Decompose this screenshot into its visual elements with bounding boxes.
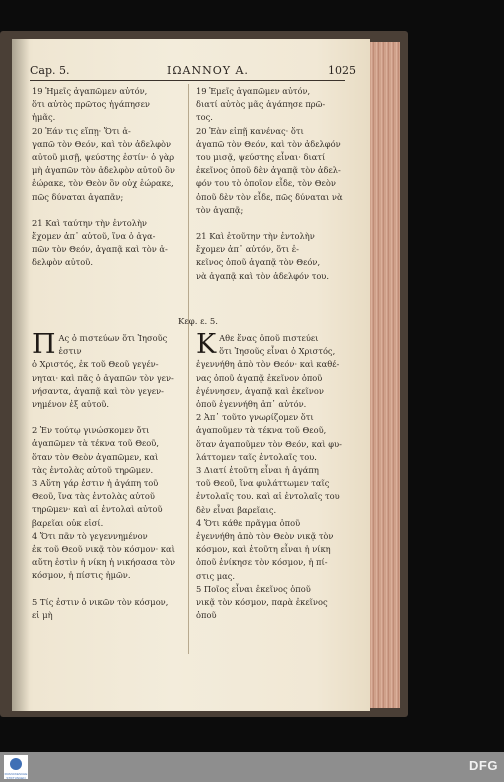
text-line: κόσμον, καὶ ἐτοῦτη εἶναι ἡ νίκη — [196, 544, 331, 555]
text-line: ὅτι Ἰησοῦς εἶναι ὁ Χριστός, — [219, 346, 336, 357]
text-line: 3 Διατί ἐτοῦτη εἶναι ἡ ἀγάπη — [196, 465, 319, 476]
text-line: νηται· καὶ πᾶς ὁ ἀγαπῶν τὸν γεν- — [32, 372, 174, 383]
text-line: 19 Ἡμεῖς ἀγαπῶμεν αὐτόν, — [32, 86, 148, 96]
text-line: τὰς ἐντολὰς αὐτοῦ τηρῶμεν. — [32, 464, 154, 475]
text-line: ὅταν ἀγαποῦμεν τὸν Θεόν, καὶ φυ- — [196, 438, 342, 449]
text-line: ὁποῦ δὲν τὸν εἶδε, πῶς δύναται νὰ — [196, 191, 343, 202]
text-line: φόν του τὸ ὁποῖον εἶδε, τὸν Θεὸν — [196, 178, 336, 189]
text-line: νημένον ἐξ αὐτοῦ. — [32, 399, 109, 410]
text-line: 2 Ἐν τούτῳ γινώσκομεν ὅτι — [32, 425, 150, 436]
text-line: ἐγεννήθη ἀπὸ τὸν Θεόν· καὶ καθέ- — [196, 359, 340, 370]
viewer-footer-bar — [0, 752, 504, 782]
text-line: βαρεῖαι οὐκ εἰσί. — [32, 517, 104, 528]
text-line: στις μας. — [196, 570, 236, 581]
text-line: αὕτη ἐστὶν ἡ νίκη ἡ νικήσασα τὸν — [32, 557, 176, 568]
chapter-label: Cap. 5. — [30, 64, 70, 77]
header-rule — [30, 80, 345, 81]
spine-shadow — [12, 39, 30, 711]
text-line: τος. — [196, 112, 213, 123]
foundation-logo-text: FRANCKESCHE STIFTUNGEN — [4, 772, 28, 780]
text-line: ὁποῦ ἐγεννήθη ἀπ᾽ αὐτόν. — [196, 399, 307, 410]
text-line: 5 Ποῖος εἶναι ἐκεῖνος ὁποῦ — [196, 583, 311, 594]
text-line: λάττομεν ταῖς ἐντολαῖς του. — [196, 451, 317, 462]
text-line: ἐκεῖνος ὁποῦ δὲν ἀγαπᾷ τὸν ἀδελ- — [196, 165, 341, 176]
text-line: ἐγέννησεν, ἀγαπᾷ καὶ ἐκεῖνον — [196, 385, 324, 396]
text-line: ἐγεννήθη ἀπὸ τὸν Θεὸν νικᾷ τὸν — [196, 531, 334, 542]
text-line: 5 Τίς ἐστιν ὁ νικῶν τὸν κόσμον, — [32, 596, 169, 607]
text-line: διατί αὐτὸς μᾶς ἀγάπησε πρῶ- — [196, 99, 326, 110]
text-line: ἀγαποῦμεν τὰ τέκνα τοῦ Θεοῦ, — [196, 425, 327, 436]
modern-greek-column-section1 — [196, 85, 348, 283]
text-line: τηρῶμεν· καὶ αἱ ἐντολαὶ αὐτοῦ — [32, 504, 163, 515]
text-line: κόσμον, ἡ πίστις ἡμῶν. — [32, 570, 131, 581]
text-line: τὸν ἀγαπᾷ; — [196, 204, 244, 215]
text-line: ἀγαπῶμεν τὰ τέκνα τοῦ Θεοῦ, — [32, 438, 159, 449]
text-line: 21 Καὶ ταύτην τὴν ἐντολὴν — [32, 217, 147, 228]
text-line: ἔχομεν ἀπ᾽ αὐτόν, ὅτι ἐ- — [196, 244, 299, 255]
text-line: ὁποῦ — [196, 610, 217, 621]
text-line: Θεοῦ, ἵνα τὰς ἐντολὰς αὐτοῦ — [32, 491, 155, 502]
text-line: 4 Ὅτι πᾶν τὸ γεγεννημένον — [32, 530, 148, 541]
text-line: Ας ὁ πιστεύων ὅτι Ἰησοῦς ἐστιν — [58, 333, 168, 357]
text-line: ἑώρακε, τὸν Θεὸν ὃν οὐχ ἑώρακε, — [32, 178, 174, 189]
drop-capital: Π — [32, 329, 56, 360]
text-line: νας ὁποῦ ἀγαπᾷ ἐκεῖνον ὁποῦ — [196, 372, 323, 383]
paragraph-gap — [196, 217, 348, 230]
text-line: κεῖνος ὁποῦ ἀγαπᾷ τὸν Θεόν, — [196, 257, 321, 268]
text-line: εἰ μὴ — [32, 609, 53, 620]
column-divider — [188, 84, 189, 654]
text-line: ὁποῦ ἐνίκησε τὸν κόσμον, ἡ πί- — [196, 557, 328, 568]
paragraph-gap — [32, 411, 184, 424]
text-line: ἐντολαῖς του. καὶ αἱ ἐντολαῖς του — [196, 491, 340, 502]
drop-capital: Κ — [196, 329, 217, 360]
text-line: τοῦ Θεοῦ, ἵνα φυλάττωμεν ταῖς — [196, 478, 330, 489]
text-line: ἀγαπῶ τὸν Θεόν, καὶ τὸν ἀδελφόν — [196, 138, 341, 149]
text-line: ἡμᾶς. — [32, 112, 56, 123]
text-line: 3 Αὕτη γάρ ἐστιν ἡ ἀγάπη τοῦ — [32, 478, 159, 489]
modern-greek-column-section2 — [196, 329, 348, 622]
text-line: ὁ Χριστός, ἐκ τοῦ Θεοῦ γεγέν- — [32, 359, 159, 370]
page-edges — [370, 42, 400, 708]
text-line: 20 Ἐάν τις εἴπῃ· Ὅτι ἀ- — [32, 125, 131, 136]
text-line: μὴ ἀγαπῶν τὸν ἀδελφὸν αὐτοῦ ὃν — [32, 165, 175, 176]
text-line: ὅτι αὐτὸς πρῶτος ἠγάπησεν — [32, 99, 150, 110]
text-line: ἔχομεν ἀπ᾽ αὐτοῦ, ἵνα ὁ ἀγα- — [32, 231, 156, 242]
foundation-emblem-icon — [10, 758, 22, 770]
greek-column-section1 — [32, 85, 184, 270]
text-line: νικᾷ τὸν κόσμον, παρὰ ἐκεῖνος — [196, 597, 328, 608]
text-line: νὰ ἀγαπᾷ καὶ τὸν ἀδελφόν του. — [196, 270, 329, 281]
text-line: δελφὸν αὐτοῦ. — [32, 257, 93, 268]
greek-column-section2 — [32, 329, 184, 622]
text-line: 2 Ἀπ᾽ τοῦτο γνωρίζομεν ὅτι — [196, 412, 314, 423]
text-line: του μισᾷ, ψεύστης εἶναι· διατί — [196, 152, 326, 163]
text-line: νήσαντα, ἀγαπᾷ καὶ τὸν γεγεν- — [32, 385, 164, 396]
dfg-logo[interactable]: DFG — [469, 758, 498, 773]
text-line: πῶν τὸν Θεόν, ἀγαπᾷ καὶ τὸν ἀ- — [32, 244, 168, 255]
text-line: αὐτοῦ μισῇ, ψεύστης ἐστίν· ὁ γὰρ — [32, 152, 175, 163]
text-line: ἐκ τοῦ Θεοῦ νικᾷ τὸν κόσμον· καὶ — [32, 544, 175, 555]
page-number: 1025 — [328, 64, 356, 77]
paragraph-gap — [32, 583, 184, 596]
text-line: 19 Ἐμεῖς ἀγαπῶμεν αὐτόν, — [196, 86, 311, 96]
text-line: ὅταν τὸν Θεὸν ἀγαπῶμεν, καὶ — [32, 451, 159, 462]
text-line: πῶς δύναται ἀγαπᾶν; — [32, 191, 124, 202]
text-line: γαπῶ τὸν Θεόν, καὶ τὸν ἀδελφὸν — [32, 138, 172, 149]
text-line: 21 Καὶ ἐτοῦτην τὴν ἐντολὴν — [196, 231, 315, 242]
chapter-heading: Κεφ. ε. 5. — [177, 317, 219, 327]
foundation-logo[interactable] — [4, 755, 28, 779]
text-line: 20 Ἐὰν εἰπῇ κανένας· ὅτι — [196, 125, 304, 136]
text-line: 4 Ὅτι κάθε πρᾶγμα ὁποῦ — [196, 517, 301, 528]
paragraph-gap — [32, 204, 184, 217]
text-line: Αθε ἕνας ὁποῦ πιστεύει — [219, 333, 319, 343]
running-title: ΙΩΑΝΝΟΥ Α. — [167, 64, 249, 77]
text-line: δὲν εἶναι βαρεῖαις. — [196, 504, 277, 515]
